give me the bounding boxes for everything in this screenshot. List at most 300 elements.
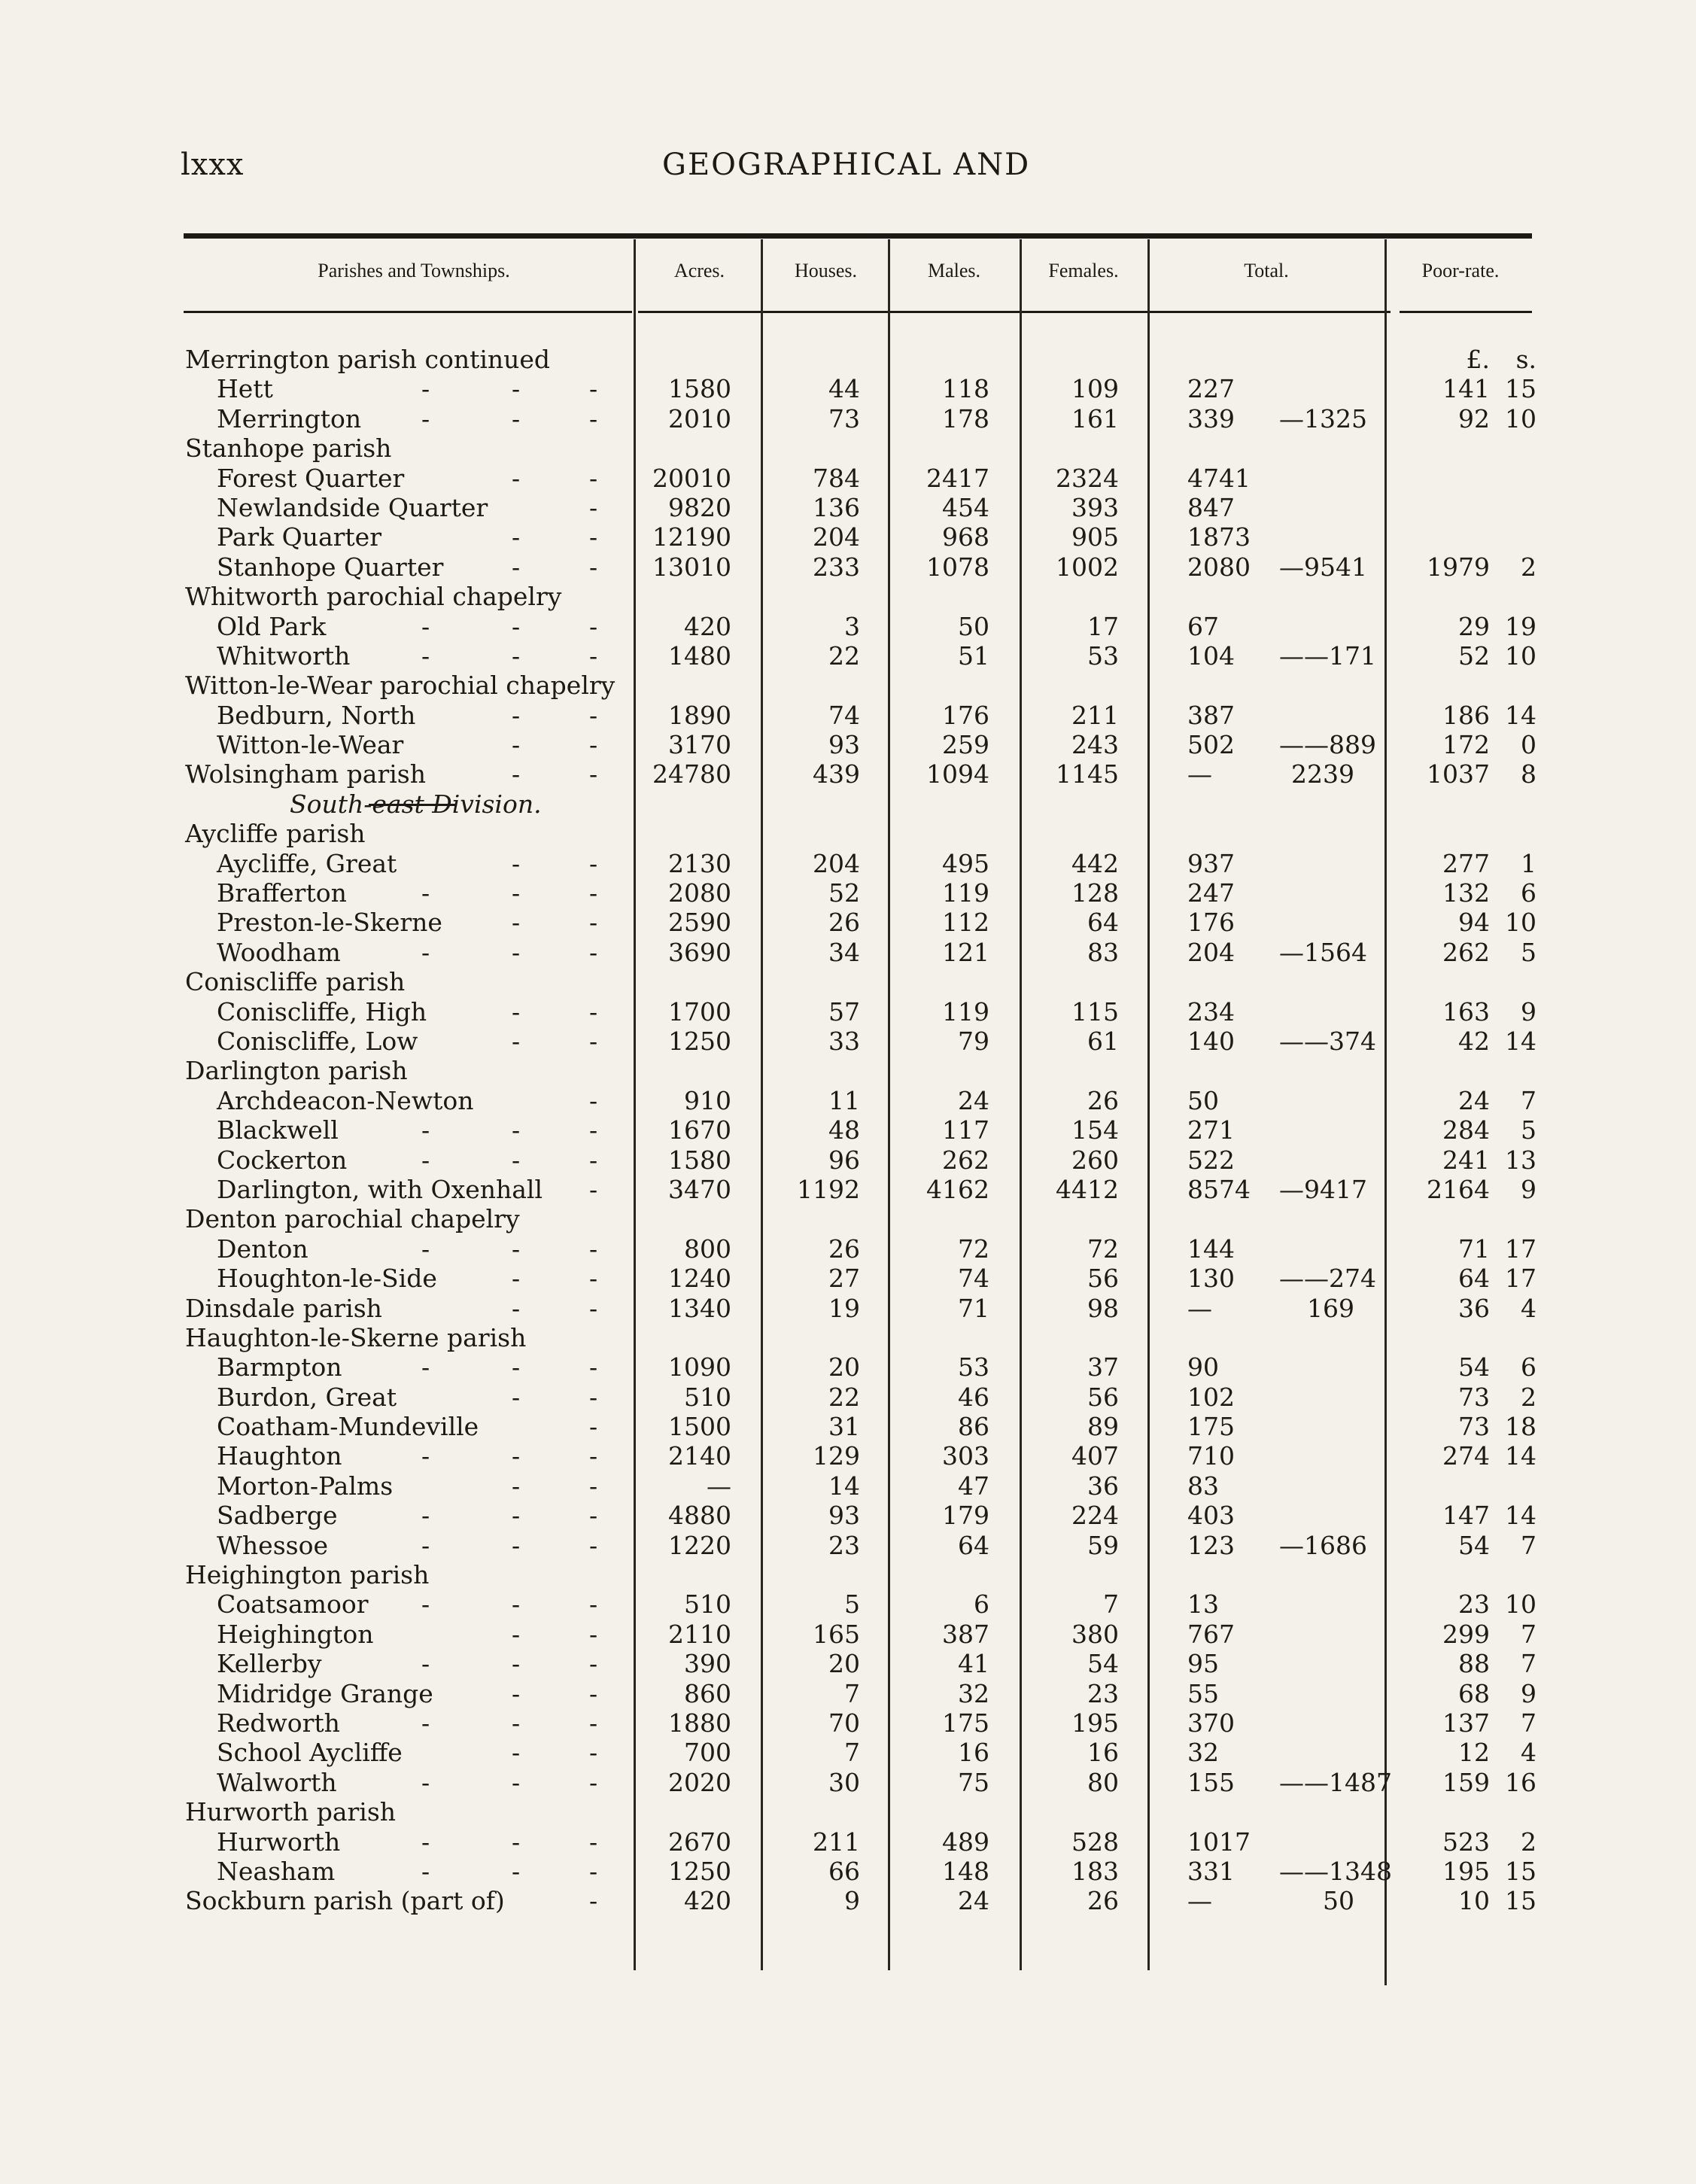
leader-dash: - [512,1767,521,1797]
females-cell: 56 [1087,1382,1119,1412]
poor-rate-shillings-cell: 8 [1521,759,1536,789]
poor-rate-shillings-cell: 18 [1505,1412,1536,1442]
poor-rate-shillings-cell: 7 [1521,1619,1536,1649]
poor-rate-shillings-cell: 7 [1521,1530,1536,1560]
total-cell: 331 [1187,1856,1235,1886]
houses-cell: 439 [813,759,860,789]
total-cell: 83 [1187,1471,1219,1501]
total-cell: — [1187,1293,1212,1323]
poor-rate-shillings-cell: 6 [1521,1352,1536,1382]
total-cell: 102 [1187,1382,1235,1412]
total-cell: 13 [1187,1589,1219,1620]
leader-dash: - [589,1501,598,1531]
males-cell: 50 [958,611,989,641]
males-cell: 259 [942,730,989,760]
leader-dash: - [512,1382,521,1412]
acres-cell: 390 [684,1649,731,1679]
poor-rate-pounds-cell: 2164 [1427,1174,1490,1204]
acres-cell: 1250 [668,1856,731,1886]
total-cell: — [1187,1886,1212,1916]
total-cell: 234 [1187,996,1235,1027]
total-cell: 370 [1187,1708,1235,1738]
poor-rate-pounds-cell: 94 [1458,908,1490,938]
poor-rate-pounds-cell: 10 [1458,1886,1490,1916]
houses-cell: 70 [828,1708,860,1738]
total-cell: 522 [1187,1145,1235,1175]
poor-rate-pounds-cell: 277 [1442,848,1490,878]
table-row [0,1589,1696,1619]
page-number: lxxx [181,148,245,182]
table-row [0,552,1696,582]
leader-dash: - [421,1856,430,1886]
total-cell: 387 [1187,700,1235,730]
leader-dash: - [421,1767,430,1797]
leader-dash: - [421,1145,430,1175]
leader-dash: - [512,1530,521,1560]
houses-cell: 19 [828,1293,860,1323]
table-row [0,1264,1696,1293]
table-row [0,641,1696,671]
females-cell: 36 [1087,1471,1119,1501]
houses-cell: 22 [828,640,860,671]
header-rule-left [184,311,632,313]
acres-cell: 1580 [668,1145,731,1175]
houses-cell: 66 [828,1856,860,1886]
leader-dash: - [512,1708,521,1738]
acres-cell: 2670 [668,1827,731,1857]
poor-rate-pounds-cell: 71 [1458,1233,1490,1264]
females-cell: 89 [1087,1412,1119,1442]
poor-rate-shillings-cell: 9 [1521,1174,1536,1204]
poor-rate-shillings-cell: 10 [1505,403,1536,433]
leader-dash: - [589,1115,598,1145]
column-header-poor-rate: Poor-rate. [1421,260,1500,281]
males-cell: 176 [942,700,989,730]
leader-dash: - [421,1649,430,1679]
leader-dash: - [589,1708,598,1738]
leader-dash: - [589,1738,598,1768]
parish-name: Barmpton [217,1352,342,1382]
males-cell: 262 [942,1145,989,1175]
acres-cell: 700 [684,1738,731,1768]
table-row [0,1352,1696,1382]
poor-rate-shillings-cell: 15 [1505,374,1536,404]
females-cell: 26 [1087,1886,1119,1916]
males-cell: 32 [958,1678,989,1708]
table-row [0,1234,1696,1264]
leader-dash: - [421,403,430,433]
females-cell: 72 [1087,1233,1119,1264]
column-header-parish: Parishes and Townships. [318,260,510,281]
females-cell: 2324 [1056,463,1119,493]
table-row [0,433,1696,463]
parish-name: Coniscliffe, High [217,996,427,1027]
poor-rate-pounds-cell: 24 [1458,1085,1490,1115]
parish-name: Denton parochial chapelry [185,1204,520,1234]
poor-rate-shillings-cell: 6 [1521,878,1536,908]
total-cell: 339 [1187,403,1235,433]
acres-cell: 1340 [668,1293,731,1323]
poor-rate-pounds-cell: 23 [1458,1589,1490,1620]
column-header-males: Males. [927,260,981,281]
poor-rate-shillings-cell: 5 [1521,1115,1536,1145]
females-cell: 61 [1087,1026,1119,1056]
table-row [0,522,1696,552]
houses-cell: 20 [828,1352,860,1382]
leader-dash: - [512,611,521,641]
houses-cell: 30 [828,1767,860,1797]
leader-dash: - [589,1678,598,1708]
males-cell: 119 [942,878,989,908]
parish-total-cell: ——274 [1279,1264,1376,1294]
houses-cell: 5 [844,1589,860,1620]
leader-dash: - [589,1145,598,1175]
houses-cell: 93 [828,1501,860,1531]
parish-name: Merrington parish continued [185,345,551,374]
males-cell: 1078 [926,552,989,582]
houses-cell: 3 [844,611,860,641]
table-row [0,701,1696,730]
table-row [0,908,1696,937]
poor-rate-pounds-cell: 137 [1442,1708,1490,1738]
poor-rate-shillings-cell: 7 [1521,1649,1536,1679]
females-cell: 407 [1071,1441,1119,1471]
table-row [0,878,1696,908]
table-row [0,1441,1696,1471]
leader-dash: - [589,1412,598,1442]
parish-name: Wolsingham parish [185,759,426,789]
poor-rate-shillings-cell: 10 [1505,640,1536,671]
leader-dash: - [512,1589,521,1620]
poor-rate-shillings-cell: 13 [1505,1145,1536,1175]
parish-name: Bedburn, North [217,700,416,730]
leader-dash: - [589,1856,598,1886]
leader-dash: - [512,1856,521,1886]
houses-cell: 14 [828,1471,860,1501]
table-row [0,1204,1696,1233]
poor-rate-shillings-cell: 9 [1521,1678,1536,1708]
leader-dash: - [421,1530,430,1560]
leader-dash: - [512,1264,521,1294]
leader-dash: - [512,1145,521,1175]
males-cell: 179 [942,1501,989,1531]
males-cell: 1094 [926,759,989,789]
poor-rate-pounds-cell: 132 [1442,878,1490,908]
females-cell: 380 [1071,1619,1119,1649]
parish-total-cell: —1325 [1279,403,1367,433]
females-cell: 26 [1087,1085,1119,1115]
houses-cell: 7 [844,1738,860,1768]
poor-rate-shillings-cell: 15 [1505,1886,1536,1916]
acres-cell: 12190 [652,522,731,552]
acres-cell: 2130 [668,848,731,878]
header-rule-middle [638,311,1391,313]
acres-cell: 2110 [668,1619,731,1649]
houses-cell: 20 [828,1649,860,1679]
table-row [0,1679,1696,1708]
leader-dash: - [589,908,598,938]
total-cell: 130 [1187,1264,1235,1294]
houses-cell: 136 [813,492,860,522]
parish-total-cell: ——171 [1279,640,1376,671]
parish-name: Darlington, with Oxenhall [217,1174,543,1204]
parish-name: Cockerton [217,1145,348,1175]
parish-name: Morton-Palms [217,1471,394,1501]
poor-rate-shillings-cell: s. [1515,345,1536,374]
leader-dash: - [421,611,430,641]
poor-rate-pounds-cell: 52 [1458,640,1490,671]
parish-total-cell: 169 [1307,1293,1354,1323]
poor-rate-pounds-cell: 64 [1458,1264,1490,1294]
acres-cell: 510 [684,1382,731,1412]
parish-total-cell: 2239 [1291,759,1354,789]
leader-dash: - [512,1827,521,1857]
acres-cell: 860 [684,1678,731,1708]
females-cell: 16 [1087,1738,1119,1768]
poor-rate-shillings-cell: 2 [1521,1382,1536,1412]
leader-dash: - [512,908,521,938]
leader-dash: - [589,759,598,789]
leader-dash: - [421,1501,430,1531]
acres-cell: 24780 [652,759,731,789]
houses-cell: 204 [813,848,860,878]
acres-cell: 1250 [668,1026,731,1056]
females-cell: 54 [1087,1649,1119,1679]
males-cell: 24 [958,1085,989,1115]
acres-cell: 420 [684,611,731,641]
parish-name: Whitworth [217,640,351,671]
table-row [0,1797,1696,1827]
total-cell: 144 [1187,1233,1235,1264]
parish-name: Witton-le-Wear [217,730,404,760]
males-cell: 47 [958,1471,989,1501]
parish-name: Haughton-le-Skerne parish [185,1322,527,1352]
leader-dash: - [589,730,598,760]
leader-dash: - [421,1233,430,1264]
leader-dash: - [512,522,521,552]
males-cell: 24 [958,1886,989,1916]
acres-cell: 3690 [668,937,731,967]
poor-rate-pounds-cell: 163 [1442,996,1490,1027]
table-row [0,1145,1696,1175]
females-cell: 115 [1071,996,1119,1027]
poor-rate-shillings-cell: 17 [1505,1233,1536,1264]
females-cell: 83 [1087,937,1119,967]
table-row [0,1294,1696,1323]
houses-cell: 74 [828,700,860,730]
leader-dash: - [421,1352,430,1382]
houses-cell: 784 [813,463,860,493]
poor-rate-pounds-cell: 299 [1442,1619,1490,1649]
leader-dash: - [421,640,430,671]
parish-name: Darlington parish [185,1056,408,1086]
leader-dash: - [589,1085,598,1115]
poor-rate-shillings-cell: 7 [1521,1708,1536,1738]
acres-cell: 1890 [668,700,731,730]
leader-dash: - [421,937,430,967]
parish-total-cell: ——1487 [1279,1767,1392,1797]
acres-cell: 1580 [668,374,731,404]
total-cell: 710 [1187,1441,1235,1471]
column-header-females: Females. [1048,260,1119,281]
table-row [0,404,1696,433]
leader-dash: - [589,848,598,878]
parish-name: Redworth [217,1708,340,1738]
poor-rate-shillings-cell: 17 [1505,1264,1536,1294]
leader-dash: - [512,1293,521,1323]
poor-rate-pounds-cell: 92 [1458,403,1490,433]
houses-cell: 52 [828,878,860,908]
parish-name: Archdeacon-Newton [217,1085,474,1115]
leader-dash: - [589,1441,598,1471]
leader-dash: - [589,1026,598,1056]
males-cell: 489 [942,1827,989,1857]
total-cell: 123 [1187,1530,1235,1560]
table-row [0,464,1696,493]
parish-name: Newlandside Quarter [217,492,488,522]
parish-total-cell: ——374 [1279,1026,1376,1056]
parish-name: Hett [217,374,273,404]
parish-name: Aycliffe, Great [217,848,397,878]
houses-cell: 23 [828,1530,860,1560]
parish-name: Brafferton [217,878,347,908]
poor-rate-pounds-cell: 172 [1442,730,1490,760]
females-cell: 53 [1087,640,1119,671]
total-cell: 8574 [1187,1174,1251,1204]
poor-rate-shillings-cell: 2 [1521,552,1536,582]
houses-cell: 1192 [797,1174,860,1204]
males-cell: 968 [942,522,989,552]
total-cell: 50 [1187,1085,1219,1115]
leader-dash: - [589,937,598,967]
table-row [0,582,1696,611]
parish-name: Park Quarter [217,522,381,552]
table-row [0,938,1696,967]
table-row [0,1027,1696,1056]
houses-cell: 7 [844,1678,860,1708]
leader-dash: - [512,1441,521,1471]
table-row [0,1501,1696,1530]
males-cell: 72 [958,1233,989,1264]
leader-dash: - [421,1441,430,1471]
parish-name: Houghton-le-Side [217,1264,437,1294]
table-row [0,730,1696,759]
leader-dash: - [589,700,598,730]
males-cell: 46 [958,1382,989,1412]
houses-cell: 129 [813,1441,860,1471]
total-cell: 1017 [1187,1827,1251,1857]
males-cell: 6 [974,1589,989,1620]
females-cell: 442 [1071,848,1119,878]
houses-cell: 44 [828,374,860,404]
table-row [0,1827,1696,1857]
males-cell: 117 [942,1115,989,1145]
acres-cell: 1090 [668,1352,731,1382]
leader-dash: - [589,374,598,404]
males-cell: 53 [958,1352,989,1382]
males-cell: 148 [942,1856,989,1886]
males-cell: 41 [958,1649,989,1679]
males-cell: 119 [942,996,989,1027]
poor-rate-shillings-cell: 19 [1505,611,1536,641]
houses-cell: 57 [828,996,860,1027]
houses-cell: 73 [828,403,860,433]
leader-dash: - [512,1026,521,1056]
parish-name: Dinsdale parish [185,1293,382,1323]
parish-name: Denton [217,1233,309,1264]
leader-dash: - [589,1589,598,1620]
table-row [0,1056,1696,1085]
parish-name: Whitworth parochial chapelry [185,582,562,612]
males-cell: 16 [958,1738,989,1768]
leader-dash: - [421,1589,430,1620]
table-row [0,1086,1696,1115]
females-cell: 7 [1103,1589,1119,1620]
poor-rate-pounds-cell: 73 [1458,1382,1490,1412]
total-cell: 937 [1187,848,1235,878]
leader-dash: - [589,611,598,641]
leader-dash: - [512,552,521,582]
acres-cell: 1880 [668,1708,731,1738]
males-cell: 175 [942,1708,989,1738]
females-cell: 17 [1087,611,1119,641]
parish-total-cell: —1686 [1279,1530,1367,1560]
table-row [0,612,1696,641]
acres-cell: 510 [684,1589,731,1620]
parish-total-cell: —9541 [1279,552,1367,582]
total-cell: 140 [1187,1026,1235,1056]
houses-cell: 11 [828,1085,860,1115]
table-row [0,1115,1696,1145]
houses-cell: 26 [828,1233,860,1264]
females-cell: 98 [1087,1293,1119,1323]
poor-rate-shillings-cell: 9 [1521,996,1536,1027]
poor-rate-shillings-cell: 1 [1521,848,1536,878]
leader-dash: - [589,1767,598,1797]
females-cell: 109 [1071,374,1119,404]
houses-cell: 33 [828,1026,860,1056]
parish-name: Coniscliffe parish [185,967,406,997]
table-row [0,1323,1696,1352]
males-cell: 118 [942,374,989,404]
total-cell: 95 [1187,1649,1219,1679]
parish-total-cell: —9417 [1279,1174,1367,1204]
leader-dash: - [589,1293,598,1323]
parish-name: Aycliffe parish [185,819,366,849]
poor-rate-pounds-cell: 284 [1442,1115,1490,1145]
parish-name: Blackwell [217,1115,339,1145]
houses-cell: 204 [813,522,860,552]
leader-dash: - [589,1471,598,1501]
poor-rate-pounds-cell: £. [1466,345,1490,374]
parish-name: Old Park [217,611,327,641]
leader-dash: - [512,996,521,1027]
poor-rate-shillings-cell: 14 [1505,1441,1536,1471]
total-cell: 403 [1187,1501,1235,1531]
acres-cell: 1500 [668,1412,731,1442]
total-cell: 90 [1187,1352,1219,1382]
table-row [0,1886,1696,1915]
poor-rate-shillings-cell: 10 [1505,908,1536,938]
acres-cell: 1240 [668,1264,731,1294]
table-row [0,1175,1696,1204]
leader-dash: - [589,403,598,433]
parish-total-cell: ——1348 [1279,1856,1392,1886]
leader-dash: - [589,1649,598,1679]
leader-dash: - [589,878,598,908]
leader-dash: - [589,1530,598,1560]
poor-rate-shillings-cell: 16 [1505,1767,1536,1797]
